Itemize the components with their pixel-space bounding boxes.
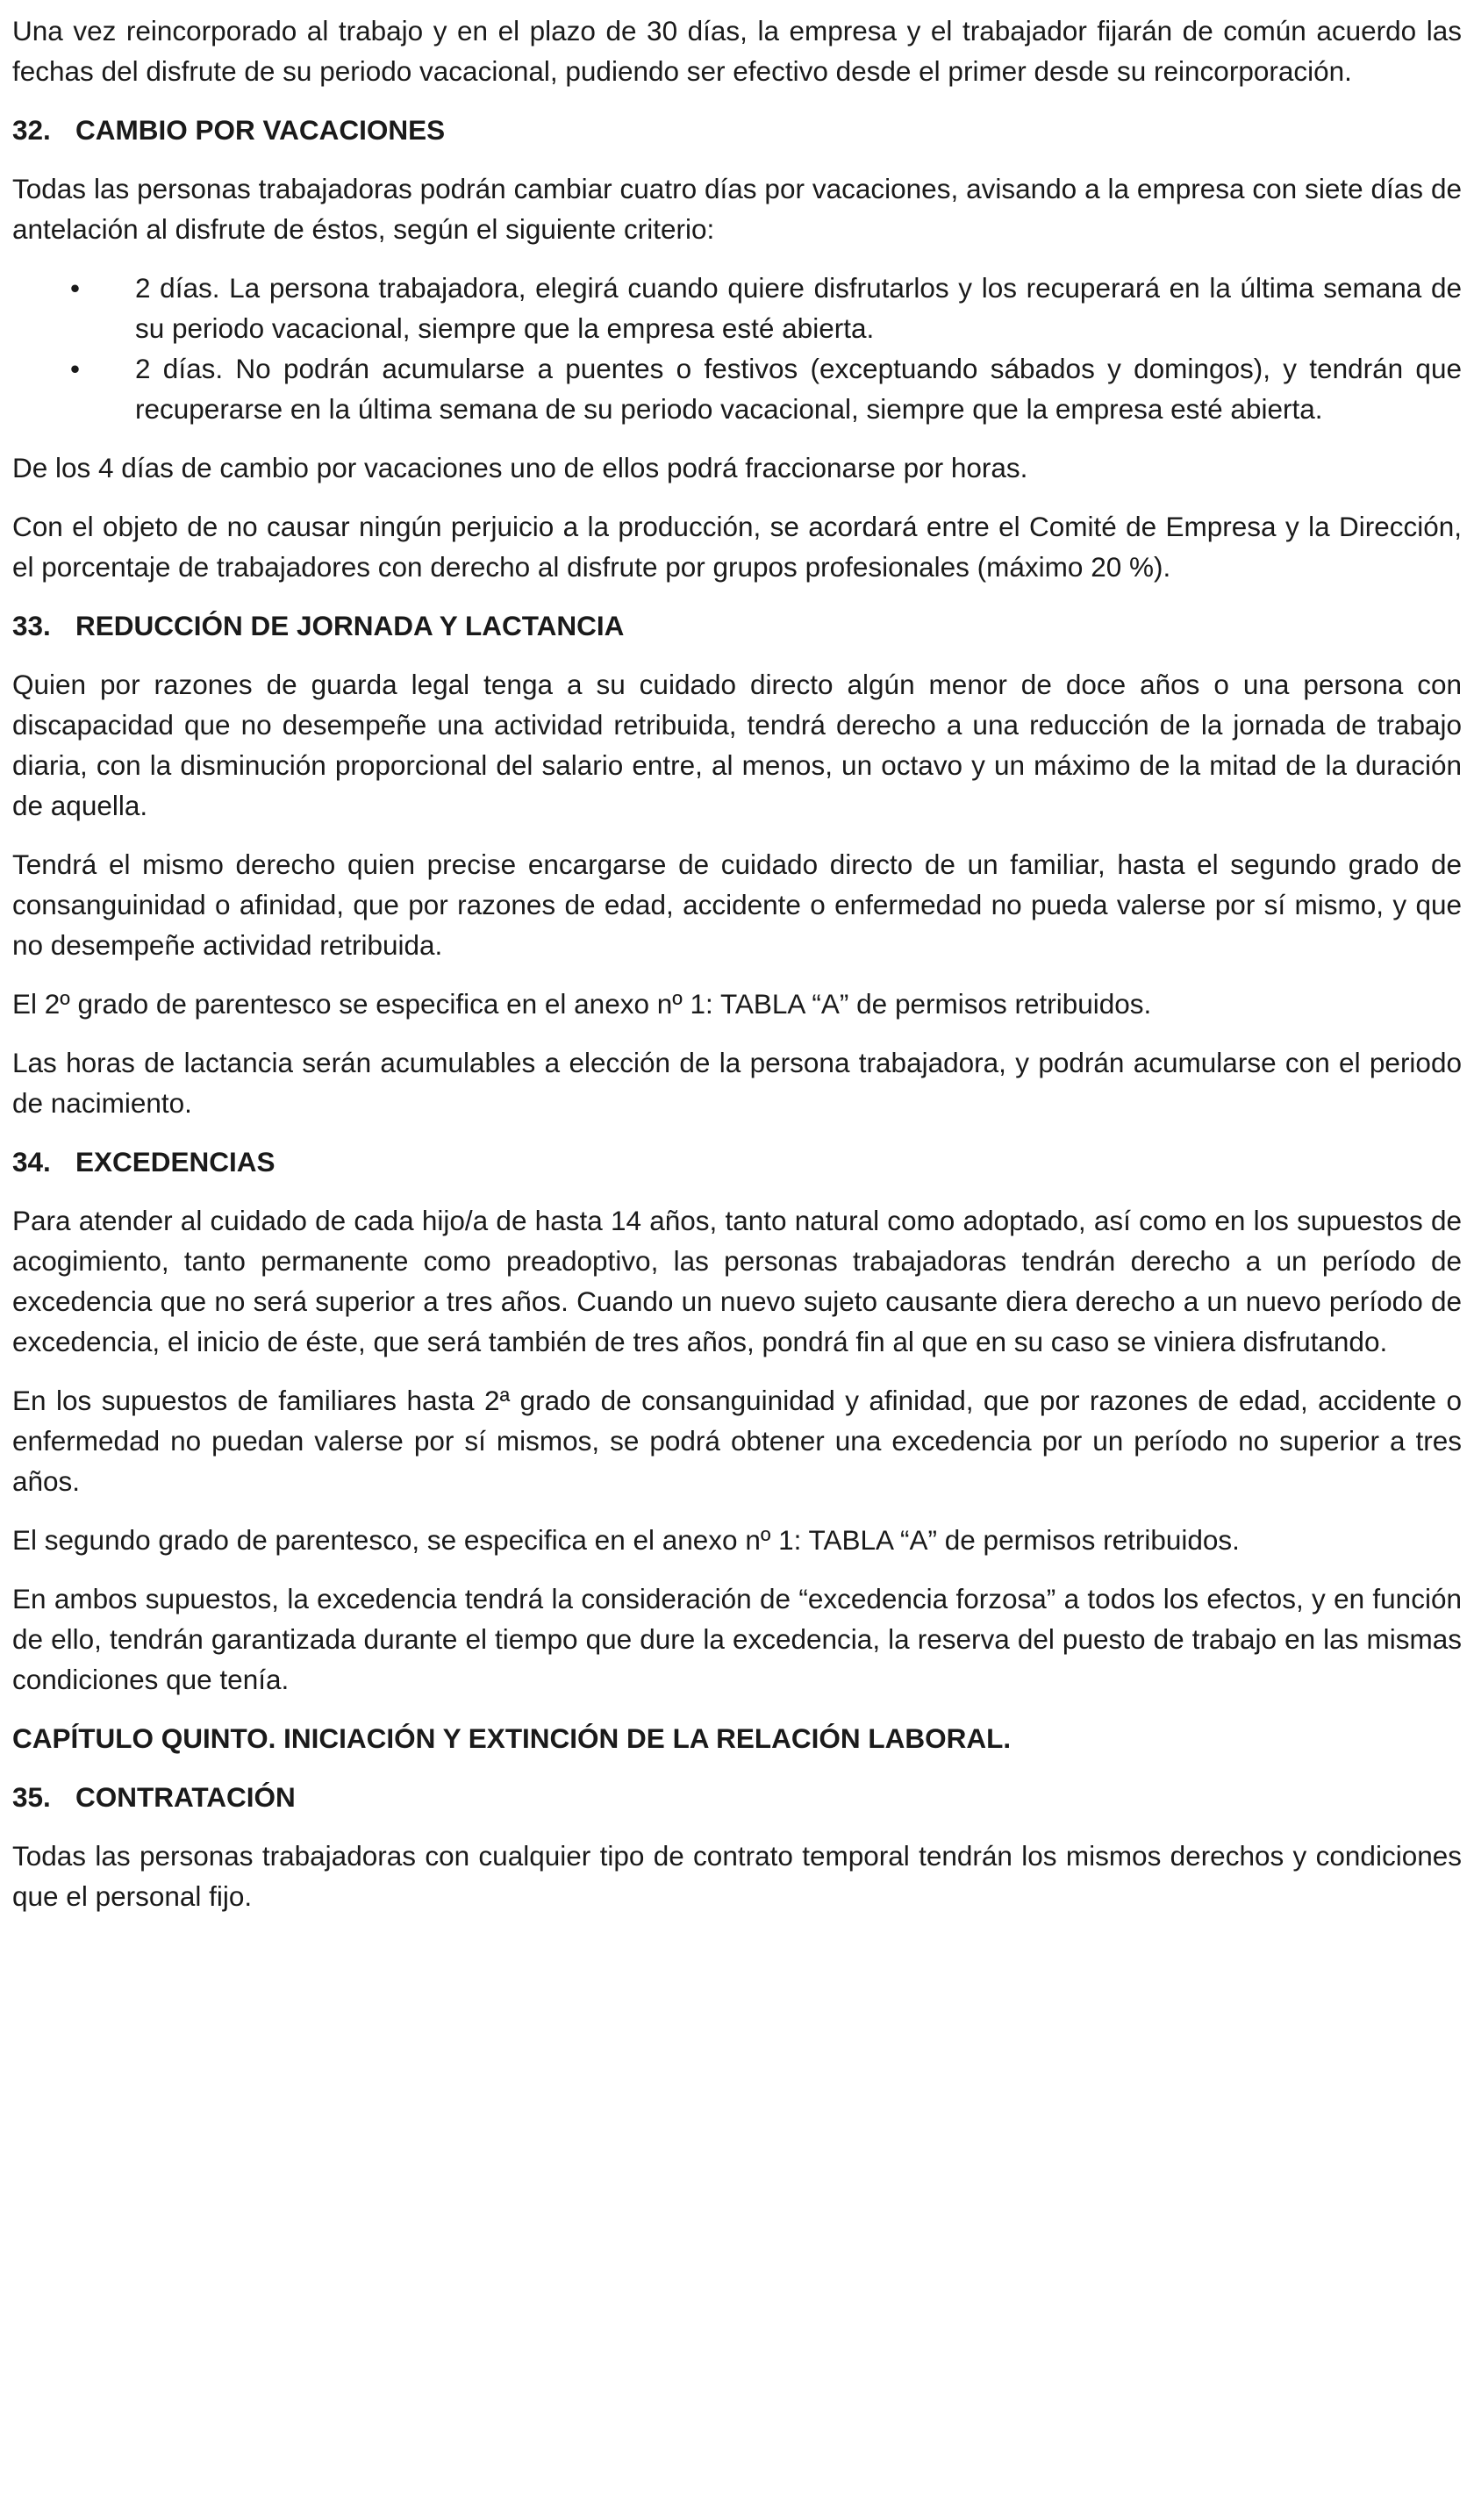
section-32-heading bbox=[12, 110, 1462, 150]
paragraph: Tendrá el mismo derecho quien precise encargarse de cuidado directo de un familiar, hasta el segundo grado de consanguinidad o afinidad, que por razones de edad, accidente o enfermedad no pueda valerse por sí mismo, y que no desempeñe actividad retribuida. bbox=[12, 848, 1462, 961]
chapter-heading: CAPÍTULO QUINTO. INICIACIÓN Y EXTINCIÓN DE LA RELACIÓN LABORAL. bbox=[12, 1722, 1012, 1754]
paragraph: Quien por razones de guarda legal tenga a su cuidado directo algún menor de doce años o una persona con discapacidad que no desempeñe una actividad retribuida, tendrá derecho a una reducción de la jornada de trabajo diaria, con la disminución proporcional del salario entre, al menos, un octavo y un máximo de la mitad de la duración de aquella. bbox=[12, 669, 1462, 821]
paragraph: Todas las personas trabajadoras con cualquier tipo de contrato temporal tendrán los mismos derechos y condiciones que el personal fijo. bbox=[12, 1840, 1462, 1912]
section-title: CONTRATACIÓN bbox=[75, 1781, 296, 1813]
paragraph: Con el objeto de no causar ningún perjuicio a la producción, se acordará entre el Comité de Empresa y la Dirección, el porcentaje de trabajadores con derecho al disfrute por grupos profesionales (máximo 20 %). bbox=[12, 511, 1462, 583]
list-item-text: 2 días. No podrán acumularse a puentes o festivos (exceptuando sábados y domingos), y tendrán que recuperarse en la última semana de su periodo vacacional, siempre que la empresa esté abierta. bbox=[135, 353, 1462, 425]
list-item bbox=[12, 268, 1462, 348]
section-title: EXCEDENCIAS bbox=[75, 1146, 275, 1178]
paragraph: Las horas de lactancia serán acumulables a elección de la persona trabajadora, y podrán acumularse con el periodo de nacimiento. bbox=[12, 1047, 1462, 1119]
section-title: CAMBIO POR VACACIONES bbox=[75, 114, 446, 146]
bullet-list bbox=[12, 268, 1462, 429]
paragraph: En ambos supuestos, la excedencia tendrá la consideración de “excedencia forzosa” a todos los efectos, y en función de ello, tendrán garantizada durante el tiempo que dure la excedencia, la reserva del puesto de trabajo en las mismas condiciones que tenía. bbox=[12, 1583, 1462, 1695]
bullet-icon: • bbox=[70, 353, 81, 384]
section-33-heading bbox=[12, 605, 1462, 646]
bullet-icon: • bbox=[70, 272, 81, 304]
list-item-text: 2 días. La persona trabajadora, elegirá cuando quiere disfrutarlos y los recuperará en la última semana de su periodo vacacional, siempre que la empresa esté abierta. bbox=[135, 272, 1462, 344]
paragraph: El segundo grado de parentesco, se especifica en el anexo nº 1: TABLA “A” de permisos retribuidos. bbox=[12, 1524, 1240, 1556]
paragraph: El 2º grado de parentesco se especifica en el anexo nº 1: TABLA “A” de permisos retribuidos. bbox=[12, 988, 1152, 1020]
section-title: REDUCCIÓN DE JORNADA Y LACTANCIA bbox=[75, 610, 625, 641]
section-number: 34. bbox=[12, 1146, 51, 1178]
section-number: 33. bbox=[12, 610, 51, 641]
list-item bbox=[12, 348, 1462, 429]
paragraph: Para atender al cuidado de cada hijo/a de hasta 14 años, tanto natural como adoptado, así como en los supuestos de acogimiento, tanto permanente como preadoptivo, las personas trabajadoras tendrán derecho a un período de excedencia que no será superior a tres años. Cuando un nuevo sujeto causante diera derecho a un nuevo período de excedencia, el inicio de éste, que será también de tres años, pondrá fin al que en su caso se viniera disfrutando. bbox=[12, 1205, 1462, 1357]
paragraph: En los supuestos de familiares hasta 2ª grado de consanguinidad y afinidad, que por razones de edad, accidente o enfermedad no puedan valerse por sí mismos, se podrá obtener una excedencia por un período no superior a tres años. bbox=[12, 1385, 1462, 1497]
paragraph: Todas las personas trabajadoras podrán cambiar cuatro días por vacaciones, avisando a la empresa con siete días de antelación al disfrute de éstos, según el siguiente criterio: bbox=[12, 173, 1462, 245]
section-35-heading bbox=[12, 1777, 1462, 1817]
document-page bbox=[12, 11, 1462, 1935]
paragraph: De los 4 días de cambio por vacaciones uno de ellos podrá fraccionarse por horas. bbox=[12, 452, 1028, 483]
intro-paragraph: Una vez reincorporado al trabajo y en el plazo de 30 días, la empresa y el trabajador fijarán de común acuerdo las fechas del disfrute de su periodo vacacional, pudiendo ser efectivo desde el primer desde su reincorporación. bbox=[12, 15, 1462, 87]
section-number: 35. bbox=[12, 1781, 51, 1813]
section-34-heading bbox=[12, 1142, 1462, 1182]
section-number: 32. bbox=[12, 114, 51, 146]
